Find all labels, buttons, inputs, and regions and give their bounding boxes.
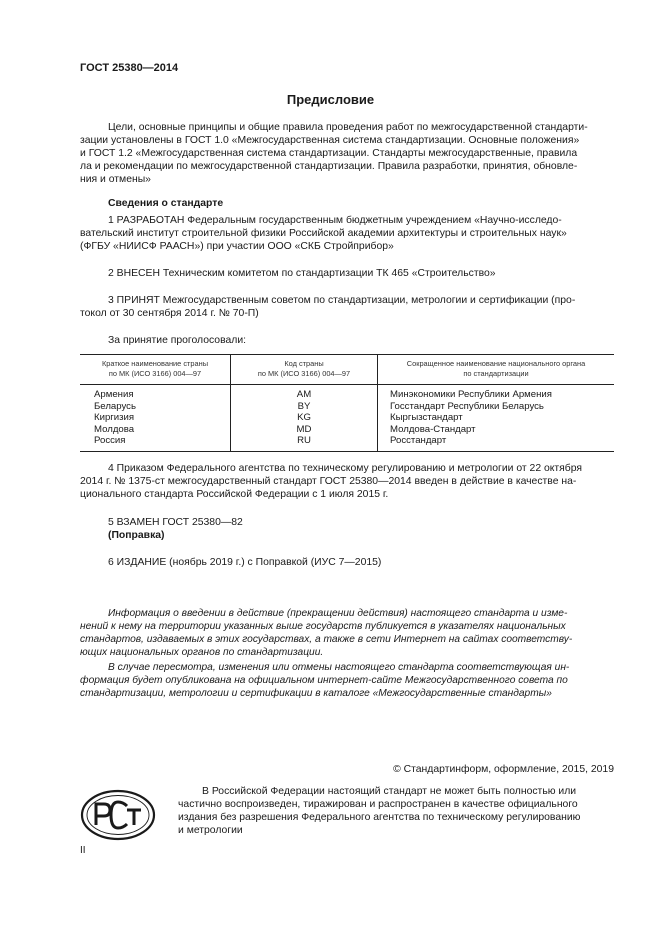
item-1-line: 1 РАЗРАБОТАН Федеральным государственным бюджетным учреждением «Научно-исследо-	[108, 215, 562, 226]
item-2: 2 ВНЕСЕН Техническим комитетом по стандартизации ТК 465 «Строительство»	[108, 268, 496, 279]
info-line: стандартов, издаваемых в этих государствах, а также в сети Интернет на сайтах соответству-	[80, 634, 573, 645]
page-title: Предисловие	[286, 92, 375, 107]
item-4-line: 4 Приказом Федерального агентства по техническому регулированию и метрологии от 22 октября	[108, 463, 583, 474]
item-1-line: (ФГБУ «НИИСФ РААСН») при участии ООО «СКБ Стройприбор»	[80, 241, 394, 252]
intro-line: ла и рекомендации по межгосударственной стандартизации. Правила разработки, принятия, обновле-	[80, 161, 578, 172]
code-cell: AM BY KG MD RU	[231, 385, 378, 452]
item-5-note: (Поправка)	[108, 530, 165, 541]
item-5: 5 ВЗАМЕН ГОСТ 25380—82	[108, 517, 243, 528]
rights-line: и метрологии	[178, 825, 243, 836]
info-line: Информация о введении в действие (прекращении действия) настоящего стандарта и изме-	[108, 608, 568, 619]
standard-id: ГОСТ 25380—2014	[80, 62, 179, 74]
item-4	[80, 462, 614, 501]
info-line: формация будет опубликована на официальном интернет-сайте Межгосударственного совета по	[80, 675, 568, 686]
intro-line: зации установлены в ГОСТ 1.0 «Межгосударственная система стандартизации. Основные положения»	[80, 135, 580, 146]
item-3	[80, 294, 614, 320]
info-line: стандартизации, метрологии и сертификации в каталоге «Межгосударственные стандарты»	[80, 688, 552, 699]
vote-intro: За принятие проголосовали:	[108, 335, 247, 346]
rights-note	[178, 785, 614, 837]
intro-paragraph	[80, 121, 614, 186]
column-header-code: Код страны по МК (ИСО 3166) 004—97	[231, 355, 378, 385]
item-6: 6 ИЗДАНИЕ (ноябрь 2019 г.) с Поправкой (ИУС 7—2015)	[108, 557, 382, 568]
info-paragraph-1	[80, 607, 614, 659]
copyright: © Стандартинформ, оформление, 2015, 2019	[393, 764, 614, 775]
item-3-line: 3 ПРИНЯТ Межгосударственным советом по стандартизации, метрологии и сертификации (про-	[108, 295, 576, 306]
intro-line: Цели, основные принципы и общие правила проведения работ по межгосударственной стандарти-	[108, 122, 588, 133]
item-4-line: 2014 г. № 1375-ст межгосударственный стандарт ГОСТ 25380—2014 введен в действие в качестве на-	[80, 476, 577, 487]
info-paragraph-2	[80, 661, 614, 700]
item-4-line: ционального стандарта Российской Федерации с 1 июля 2015 г.	[80, 489, 389, 500]
country-cell: Армения Беларусь Киргизия Молдова Россия	[80, 385, 231, 452]
page-number: II	[80, 845, 86, 856]
item-3-line: токол от 30 сентября 2014 г. № 70-П)	[80, 308, 259, 319]
item-1-line: вательский институт строительной физики Российской академии архитектуры и строительных наук»	[80, 228, 567, 239]
info-line: ющих национальных органов по стандартизации.	[80, 647, 324, 658]
intro-line: и ГОСТ 1.2 «Межгосударственная система стандартизации. Стандарты межгосударственные, правила	[80, 148, 578, 159]
rst-certification-mark-icon	[80, 789, 156, 841]
rst-logo-svg	[80, 789, 156, 841]
intro-line: ния и отмены»	[80, 174, 151, 185]
info-line: нений к нему на территории указанных выше государств публикуется в указателях национальных	[80, 621, 566, 632]
info-line: В случае пересмотра, изменения или отмены настоящего стандарта соответствующая ин-	[108, 662, 570, 673]
item-1	[80, 214, 614, 253]
table-row	[80, 385, 614, 452]
standards-body-cell: Минэкономики Республики Армения Госстандарт Республики Беларусь Кыргызстандарт Молдова-Стандарт Росстандарт	[378, 385, 615, 452]
vote-table-header-row	[80, 355, 614, 385]
rights-line: издания без разрешения Федерального агентства по техническому регулированию	[178, 812, 581, 823]
vote-table	[80, 354, 614, 452]
section-title: Сведения о стандарте	[108, 198, 224, 209]
rights-line: частично воспроизведен, тиражирован и распространен в качестве официального	[178, 799, 578, 810]
rights-line: В Российской Федерации настоящий стандарт не может быть полностью или	[202, 786, 577, 797]
column-header-country: Краткое наименование страны по МК (ИСО 3166) 004—97	[80, 355, 231, 385]
column-header-body: Сокращенное наименование национального органа по стандартизации	[378, 355, 615, 385]
